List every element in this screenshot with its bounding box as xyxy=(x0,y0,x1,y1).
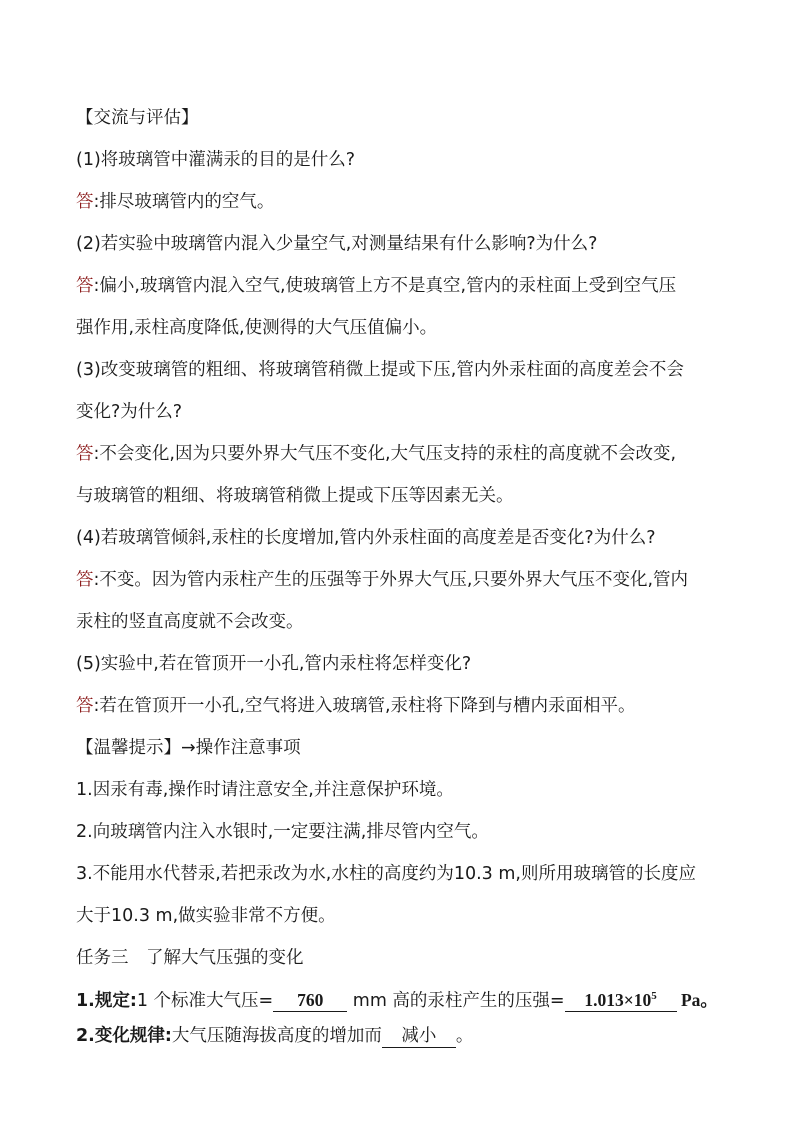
answer-label: 答 xyxy=(76,276,94,296)
change-label: 2.变化规律: xyxy=(76,1026,172,1046)
answer-label: 答 xyxy=(76,570,94,590)
blank-decrease: 减小 xyxy=(382,1025,456,1048)
change-line xyxy=(76,1024,726,1048)
change-end: 。 xyxy=(455,1026,474,1046)
tip-1: 1.因汞有毒,操作时请注意安全,并注意保护环境。 xyxy=(76,780,454,800)
answer-text: :不变。因为管内汞柱产生的压强等于外界大气压,只要外界大气压不变化,管内 xyxy=(93,570,689,590)
rule-text-a: 1 个标准大气压= xyxy=(136,991,274,1011)
question-2: (2)若实验中玻璃管内混入少量空气,对测量结果有什么影响?为什么? xyxy=(76,234,598,254)
answer-label: 答 xyxy=(76,192,94,212)
answer-label: 答 xyxy=(76,696,94,716)
question-3-line-1: (3)改变玻璃管的粗细、将玻璃管稍微上提或下压,管内外汞柱面的高度差会不会 xyxy=(76,360,684,380)
answer-2-line-2: 强作用,汞柱高度降低,使测得的大气压值偏小。 xyxy=(76,318,438,338)
answer-text: :偏小,玻璃管内混入空气,使玻璃管上方不是真空,管内的汞柱面上受到空气压 xyxy=(93,276,677,296)
rule-text-c: Pa。 xyxy=(676,990,718,1010)
pressure-exponent: 5 xyxy=(651,990,657,1002)
tips-heading: 【温馨提示】→操作注意事项 xyxy=(76,738,301,758)
rule-label: 1.规定: xyxy=(76,991,137,1011)
blank-760: 760 xyxy=(273,989,347,1012)
exchange-heading: 【交流与评估】 xyxy=(76,108,199,128)
rule-text-b: mm 高的汞柱产生的压强= xyxy=(347,991,565,1011)
blank-pressure-value xyxy=(565,989,677,1012)
answer-3-line-1 xyxy=(76,442,726,466)
answer-2-line-1 xyxy=(76,274,726,298)
answer-4-line-2: 汞柱的竖直高度就不会改变。 xyxy=(76,612,304,632)
question-5: (5)实验中,若在管顶开一小孔,管内汞柱将怎样变化? xyxy=(76,654,472,674)
answer-text: :排尽玻璃管内的空气。 xyxy=(93,192,275,212)
tip-3-line-1: 3.不能用水代替汞,若把汞改为水,水柱的高度约为10.3 m,则所用玻璃管的长度应 xyxy=(76,864,696,884)
rule-line xyxy=(76,988,726,1013)
pressure-base: 1.013×10 xyxy=(584,990,652,1010)
answer-5 xyxy=(76,694,726,718)
question-4: (4)若玻璃管倾斜,汞柱的长度增加,管内外汞柱面的高度差是否变化?为什么? xyxy=(76,528,656,548)
answer-3-line-2: 与玻璃管的粗细、将玻璃管稍微上提或下压等因素无关。 xyxy=(76,486,514,506)
answer-label: 答 xyxy=(76,444,94,464)
answer-1 xyxy=(76,190,726,214)
question-3-line-2: 变化?为什么? xyxy=(76,402,183,422)
tip-3-line-2: 大于10.3 m,做实验非常不方便。 xyxy=(76,906,336,926)
tip-2: 2.向玻璃管内注入水银时,一定要注满,排尽管内空气。 xyxy=(76,822,489,842)
answer-text: :若在管顶开一小孔,空气将进入玻璃管,汞柱将下降到与槽内汞面相平。 xyxy=(93,696,636,716)
answer-text: :不会变化,因为只要外界大气压不变化,大气压支持的汞柱的高度就不会改变, xyxy=(93,444,677,464)
answer-4-line-1 xyxy=(76,568,726,592)
change-text: 大气压随海拔高度的增加而 xyxy=(171,1026,382,1046)
question-1: (1)将玻璃管中灌满汞的目的是什么? xyxy=(76,150,356,170)
task3-heading: 任务三 了解大气压强的变化 xyxy=(76,948,304,968)
